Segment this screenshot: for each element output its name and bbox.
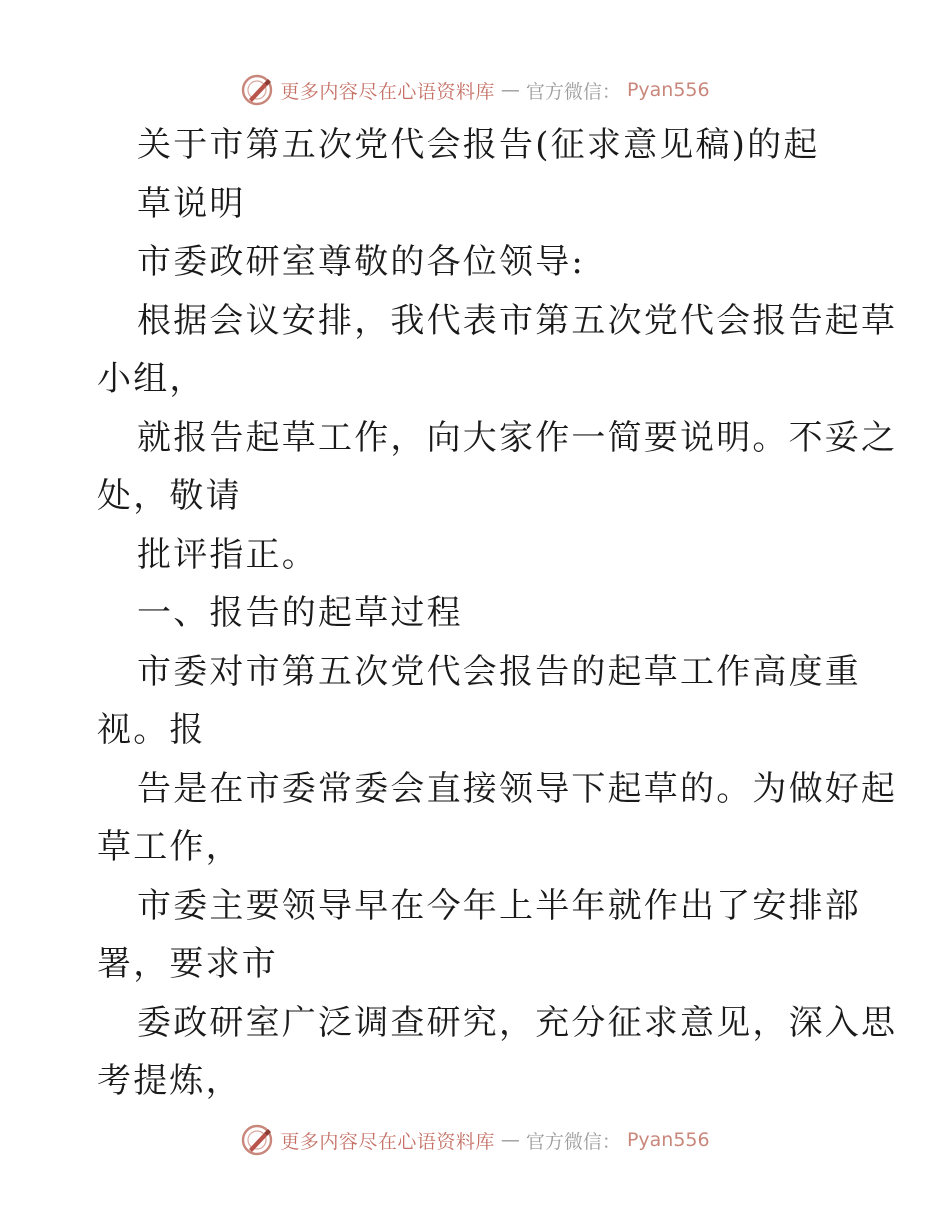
text-line: 市委主要领导早在今年上半年就作出了安排部 <box>137 885 861 926</box>
text-line: 根据会议安排，我代表市第五次党代会报告起草 <box>137 300 898 341</box>
document-body <box>97 116 898 1111</box>
text-line: 署，要求市 <box>97 944 278 984</box>
text-line: 就报告起草工作，向大家作一简要说明。不妥之 <box>137 417 898 458</box>
text-line: 关于市第五次党代会报告(征求意见稿)的起 <box>137 125 820 165</box>
text-line: 委政研室广泛调查研究，充分征求意见，深入思 <box>137 1002 898 1043</box>
text-line: 草说明 <box>137 183 246 224</box>
text-line: 考提炼， <box>97 1061 242 1101</box>
watermark-contact-id: Pyan556 <box>626 1129 710 1151</box>
watermark-contact-label: 官方微信： <box>525 1130 621 1153</box>
watermark-separator: — <box>500 79 520 101</box>
text-line: 视。报 <box>97 710 206 750</box>
header-watermark <box>0 70 950 110</box>
footer-watermark <box>0 1120 950 1160</box>
pen-logo-icon <box>240 1123 274 1157</box>
text-line: 告是在市委常委会直接领导下起草的。为做好起 <box>137 768 898 809</box>
section-heading: 一、报告的起草过程 <box>137 593 463 633</box>
watermark-brand: 更多内容尽在心语资料库 <box>280 80 495 103</box>
text-line: 处，敬请 <box>97 476 242 516</box>
pen-logo-icon <box>240 73 274 107</box>
watermark-separator: — <box>500 1129 520 1151</box>
text-line: 批评指正。 <box>137 534 318 575</box>
watermark-brand: 更多内容尽在心语资料库 <box>280 1130 495 1153</box>
watermark-contact-id: Pyan556 <box>626 79 710 101</box>
text-line: 市委政研室尊敬的各位领导: <box>137 242 586 282</box>
text-line: 草工作， <box>97 827 242 867</box>
text-line: 市委对市第五次党代会报告的起草工作高度重 <box>137 651 861 692</box>
watermark-contact-label: 官方微信： <box>525 80 621 103</box>
text-line: 小组， <box>97 359 206 399</box>
